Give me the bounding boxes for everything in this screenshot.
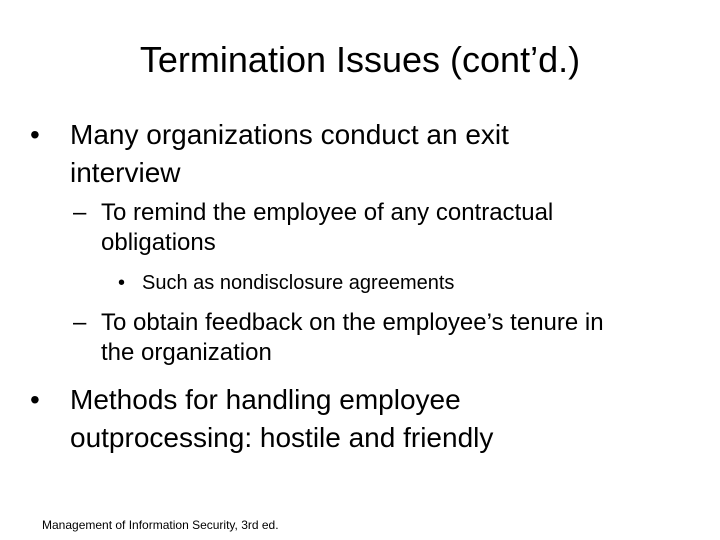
slide-footer: Management of Information Security, 3rd ed.	[42, 518, 279, 532]
subbullet-text-line: To obtain feedback on the employee’s tenure in	[101, 309, 604, 336]
bullet-marker: •	[30, 384, 40, 415]
dash-marker: –	[73, 309, 87, 336]
bullet-text-line: outprocessing: hostile and friendly	[70, 422, 494, 453]
slide-title: Termination Issues (cont’d.)	[139, 39, 581, 80]
subbullet-feedback-tenure	[73, 308, 713, 368]
subbullet-text-line: obligations	[101, 229, 216, 256]
bullet-text-line: Methods for handling employee	[70, 384, 461, 415]
subbullet-text-line: the organization	[101, 339, 272, 366]
bullet-text-line: interview	[70, 157, 181, 188]
subbullet-contractual-obligations	[73, 198, 713, 258]
subbullet-text-line: To remind the employee of any contractual	[101, 199, 554, 226]
bullet-text-line: Many organizations conduct an exit	[70, 119, 509, 150]
subsubbullet-nondisclosure	[118, 271, 678, 295]
bullet-marker: •	[30, 119, 40, 150]
bullet-exit-interview	[30, 116, 700, 192]
subsubbullet-text-line: Such as nondisclosure agreements	[142, 272, 455, 294]
bullet-marker: •	[118, 272, 126, 294]
bullet-outprocessing-methods	[30, 381, 700, 457]
dash-marker: –	[73, 199, 87, 226]
